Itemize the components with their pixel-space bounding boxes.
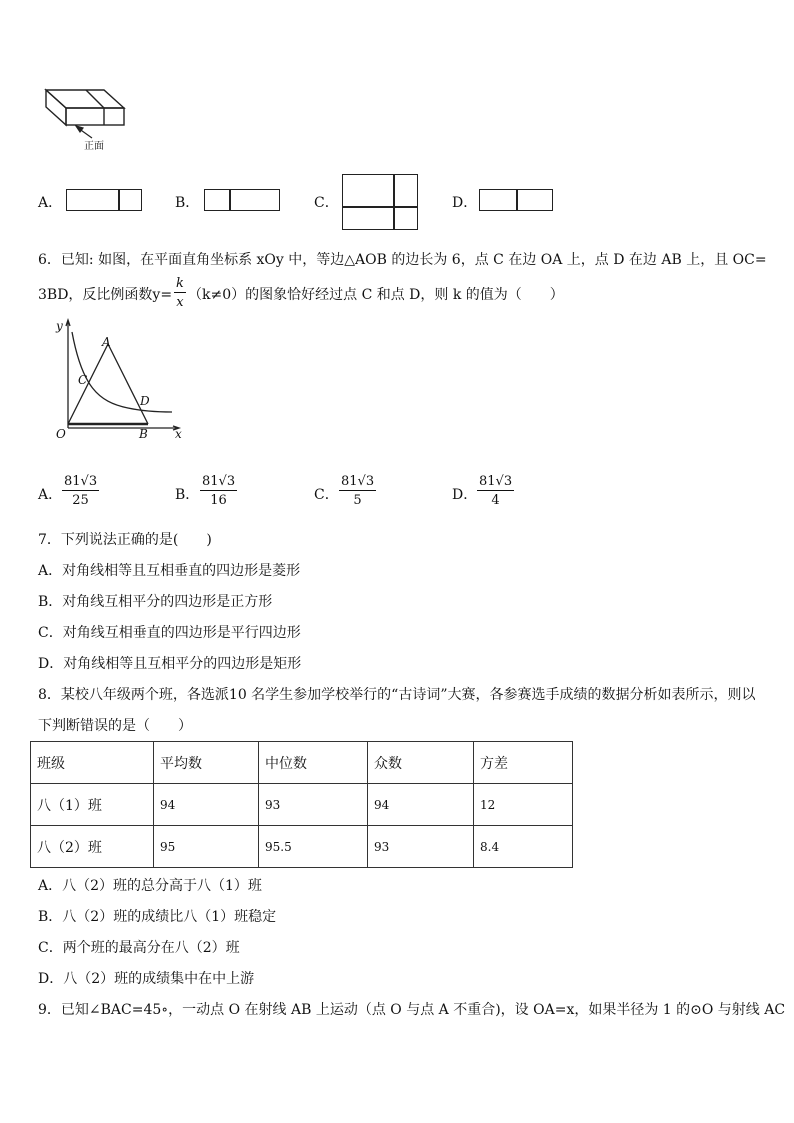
table-cell: 12	[474, 784, 573, 826]
q6-option-a-num: 81√3	[64, 474, 98, 489]
table-cell: 94	[368, 784, 474, 826]
table-cell: 93	[368, 826, 474, 868]
front-caption: 正面	[84, 141, 104, 152]
graph-label-o: O	[56, 427, 66, 441]
table-cell: 八（2）班	[31, 826, 154, 868]
q8-stem-line1: 8．某校八年级两个班，各选派10 名学生参加学校举行的“古诗词”大赛，各参赛选手成绩的数据分析如表所示，则以	[38, 687, 756, 703]
q7-option-b[interactable]: B．对角线互相平分的四边形是正方形	[38, 594, 273, 610]
q5-option-c-vdivider	[393, 174, 395, 230]
q6-option-c-den: 5	[353, 493, 362, 508]
q7-option-d[interactable]: D．对角线相等且互相平分的四边形是矩形	[38, 656, 302, 672]
q6-option-b-den: 16	[210, 493, 227, 508]
q6-option-a-value	[62, 474, 99, 508]
table-row	[31, 826, 573, 868]
q8-option-d[interactable]: D．八（2）班的成绩集中在中上游	[38, 971, 255, 987]
q5-option-b-label[interactable]: B．	[175, 195, 200, 211]
q5-option-a-shape	[66, 189, 142, 211]
q5-option-c-hdivider	[342, 206, 418, 208]
table-header-cell: 中位数	[259, 742, 368, 784]
q6-option-b-num: 81√3	[202, 474, 236, 489]
table-header-cell: 方差	[474, 742, 573, 784]
q7-stem: 7．下列说法正确的是( )	[38, 532, 212, 548]
q5-option-a-label[interactable]: A．	[38, 195, 63, 211]
q6-frac-denominator: x	[176, 295, 184, 310]
graph-label-x: x	[175, 427, 182, 441]
q6-stem-line2-b: （k≠0）的图象恰好经过点 C 和点 D，则 k 的值为（ ）	[188, 287, 564, 303]
q6-option-d-num: 81√3	[479, 474, 513, 489]
table-header-cell: 平均数	[154, 742, 259, 784]
q6-frac-numerator: k	[176, 276, 184, 291]
q8-data-table	[30, 741, 573, 868]
q7-option-a[interactable]: A．对角线相等且互相垂直的四边形是菱形	[38, 563, 301, 579]
q8-stem-line2: 下判断错误的是（ ）	[38, 718, 192, 734]
graph-label-c: C	[78, 373, 88, 387]
graph-label-d: D	[140, 394, 150, 408]
q5-option-c-label[interactable]: C．	[314, 195, 339, 211]
q6-option-d-value	[477, 474, 514, 508]
q5-option-b-divider	[229, 189, 231, 211]
table-header-row	[31, 742, 573, 784]
q6-stem-line1: 6．已知: 如图，在平面直角坐标系 xOy 中，等边△AOB 的边长为 6，点 C 在边 OA 上，点 D 在边 AB 上，且 OC=	[38, 252, 767, 268]
q5-option-d-divider	[516, 189, 518, 211]
q6-option-c-label[interactable]: C．	[314, 487, 339, 503]
q9-stem-line1: 9．已知∠BAC=45∘，一动点 O 在射线 AB 上运动（点 O 与点 A 不重合)，设 OA=x，如果半径为 1 的⊙O 与射线 AC	[38, 1002, 786, 1018]
table-row	[31, 784, 573, 826]
q6-stem-line2-a: 3BD，反比例函数y=	[38, 287, 173, 303]
q5-option-c-shape	[342, 174, 418, 230]
graph-label-a: A	[102, 335, 111, 349]
table-cell: 93	[259, 784, 368, 826]
table-cell: 95	[154, 826, 259, 868]
table-cell: 95.5	[259, 826, 368, 868]
q5-option-b-shape	[204, 189, 280, 211]
q6-option-c-value	[339, 474, 376, 508]
q6-option-b-label[interactable]: B．	[175, 487, 200, 503]
q7-option-c[interactable]: C．对角线互相垂直的四边形是平行四边形	[38, 625, 301, 641]
table-cell: 八（1）班	[31, 784, 154, 826]
q6-option-a-label[interactable]: A．	[38, 487, 63, 503]
q8-option-a[interactable]: A．八（2）班的总分高于八（1）班	[38, 878, 262, 894]
table-cell: 94	[154, 784, 259, 826]
table-cell: 8.4	[474, 826, 573, 868]
table-header-cell: 众数	[368, 742, 474, 784]
q6-option-d-den: 4	[491, 493, 500, 508]
q6-graph	[48, 316, 198, 444]
q5-option-a-divider	[118, 189, 120, 211]
q6-option-c-num: 81√3	[341, 474, 375, 489]
q6-stem-fraction	[174, 276, 186, 310]
q6-option-d-label[interactable]: D．	[452, 487, 478, 503]
q8-option-b[interactable]: B．八（2）班的成绩比八（1）班稳定	[38, 909, 277, 925]
q5-option-d-label[interactable]: D．	[452, 195, 478, 211]
q6-option-b-value	[200, 474, 237, 508]
table-header-cell: 班级	[31, 742, 154, 784]
graph-label-b: B	[139, 427, 148, 441]
q8-option-c[interactable]: C．两个班的最高分在八（2）班	[38, 940, 240, 956]
q6-option-a-den: 25	[72, 493, 89, 508]
graph-label-y: y	[56, 319, 63, 333]
